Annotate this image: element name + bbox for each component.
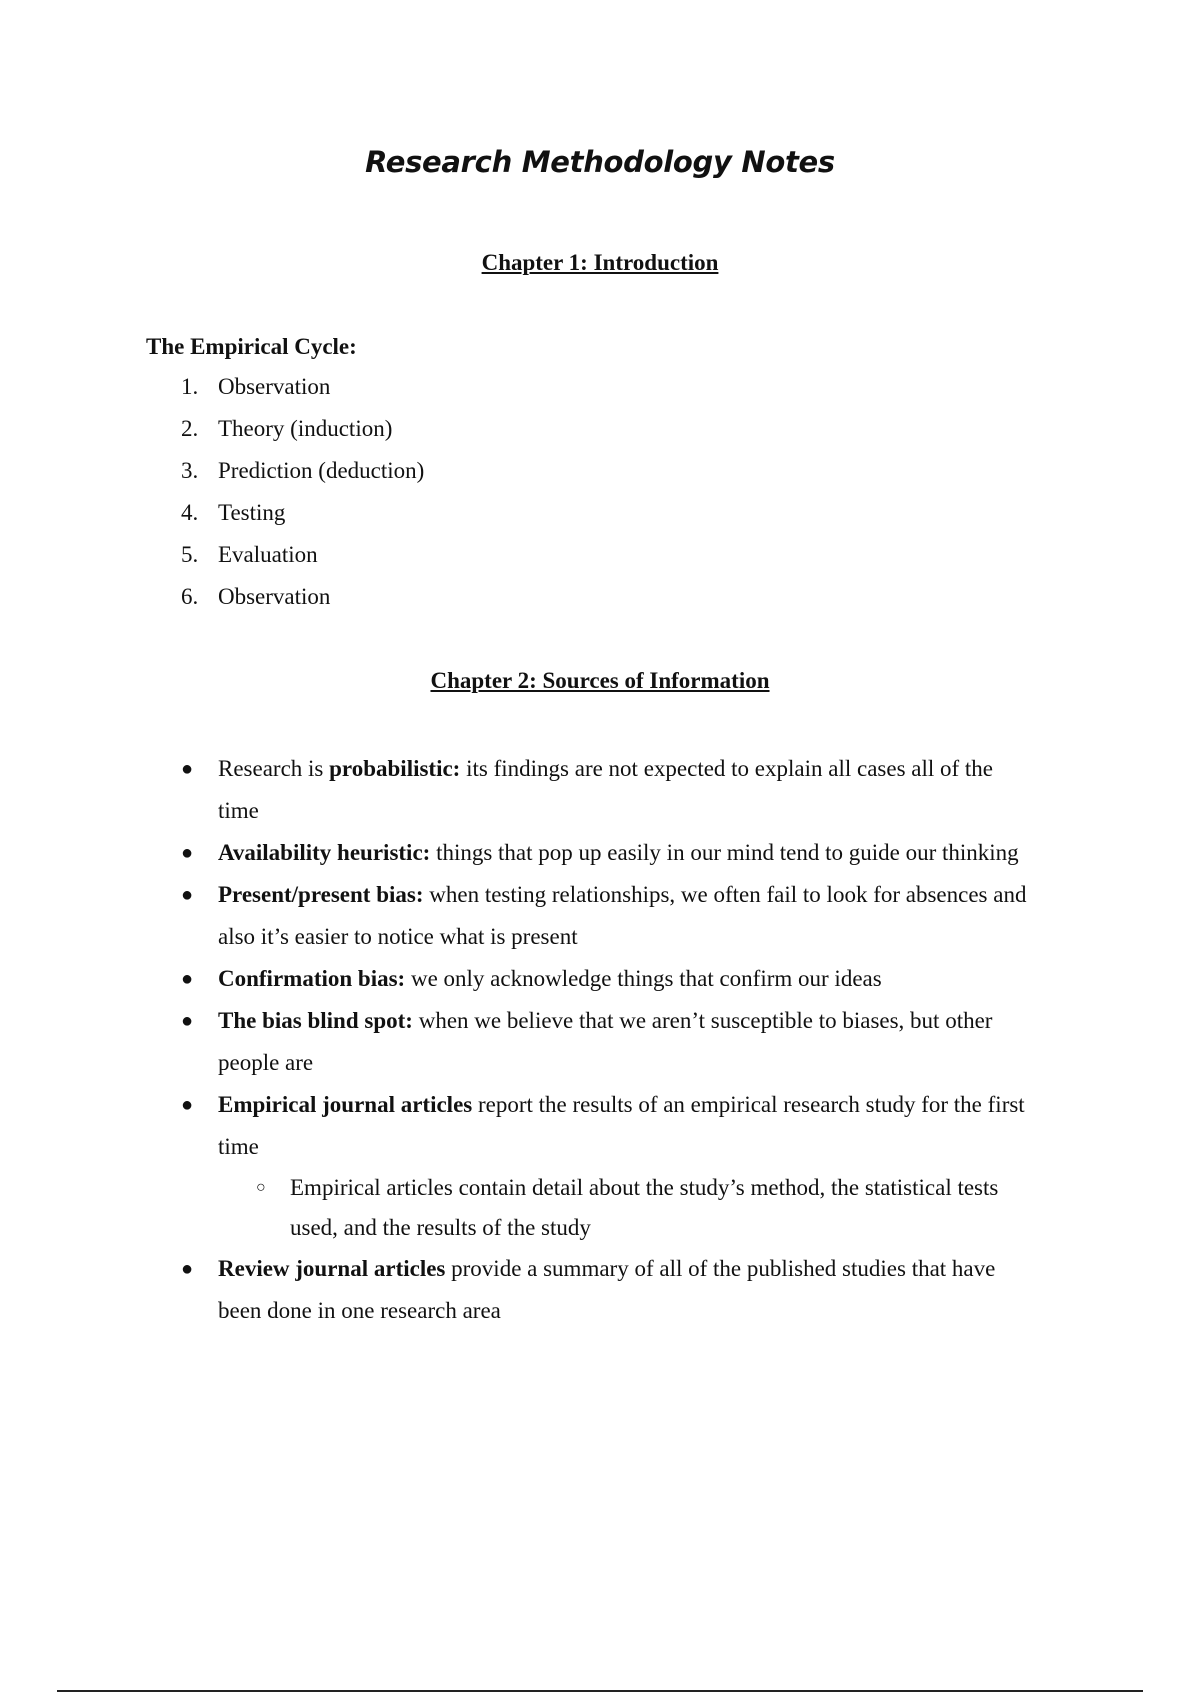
sub-bullet-list	[0, 1168, 1200, 1248]
bullet-icon: ●	[181, 1258, 194, 1280]
bullet-icon: ●	[181, 1094, 194, 1116]
bullet-item-bias-blind-spot: ● The bias blind spot: when we believe that we aren’t susceptible to biases, but other people are	[0, 1000, 1200, 1084]
document-title: Research Methodology Notes	[365, 145, 835, 179]
sub-bullet-icon: ○	[256, 1179, 266, 1196]
page-bottom-rule	[57, 1690, 1143, 1692]
bullet-icon: ●	[181, 758, 194, 780]
bullet-item-confirmation-bias: ● Confirmation bias: we only acknowledge things that confirm our ideas	[0, 958, 1200, 1000]
chapter-2-heading: Chapter 2: Sources of Information	[430, 668, 770, 693]
bullet-icon: ●	[181, 1010, 194, 1032]
chapter-1-heading: Chapter 1: Introduction	[481, 250, 719, 275]
bullet-item-empirical-articles: ● Empirical journal articles report the results of an empirical research study for the first time ○ Empirical articles contain detail about the study’s method, the statistical tests used, and the results of the study	[0, 1084, 1200, 1248]
sources-bullet-list	[0, 748, 1200, 1332]
bullet-item-availability-heuristic: ● Availability heuristic: things that pop up easily in our mind tend to guide our thinking	[0, 832, 1200, 874]
bullet-item-present-bias: ● Present/present bias: when testing relationships, we often fail to look for absences and also it’s easier to notice what is present	[0, 874, 1200, 958]
sub-bullet-item: ○ Empirical articles contain detail about the study’s method, the statistical tests used, and the results of the study	[0, 1168, 1200, 1248]
bullet-icon: ●	[181, 842, 194, 864]
bullet-icon: ●	[181, 884, 194, 906]
bullet-item-review-articles: ● Review journal articles provide a summary of all of the published studies that have been done in one research area	[0, 1248, 1200, 1332]
empirical-cycle-label: The Empirical Cycle:	[146, 334, 357, 359]
bullet-icon: ●	[181, 968, 194, 990]
bullet-item-probabilistic: ● Research is probabilistic: its findings are not expected to explain all cases all of the time	[0, 748, 1200, 832]
document-page: Research Methodology Notes Chapter 1: Introduction The Empirical Cycle: 1. Observation 2. Theory (induction) 3. Prediction (deduction) 4. Testing 5. Evaluation 6. Observation Chapter 2: Sources of Information ● Research is probabilistic: its findings are not expected to explain all cases all of the time ● Availability heuristic: things that pop up easily in our mind tend to guide our thinking ● Present/present bias: when testing relationships, we often fail to look for absences and also it’s easier to notice what is present ● Confirmation bias: we only acknowledge things that confirm our ideas ● The bias blind spot: when we believe that we aren’t susceptible to biases, but other people are ● Empirical journal articles report the results of an empirical research study for the first time ○ Empirical articles contain detail about the study’s method, the statistical tests used, and the results of the study ● Review journal articles provide a summary of all of the published studies that have been done in one research area	[0, 0, 1200, 1700]
